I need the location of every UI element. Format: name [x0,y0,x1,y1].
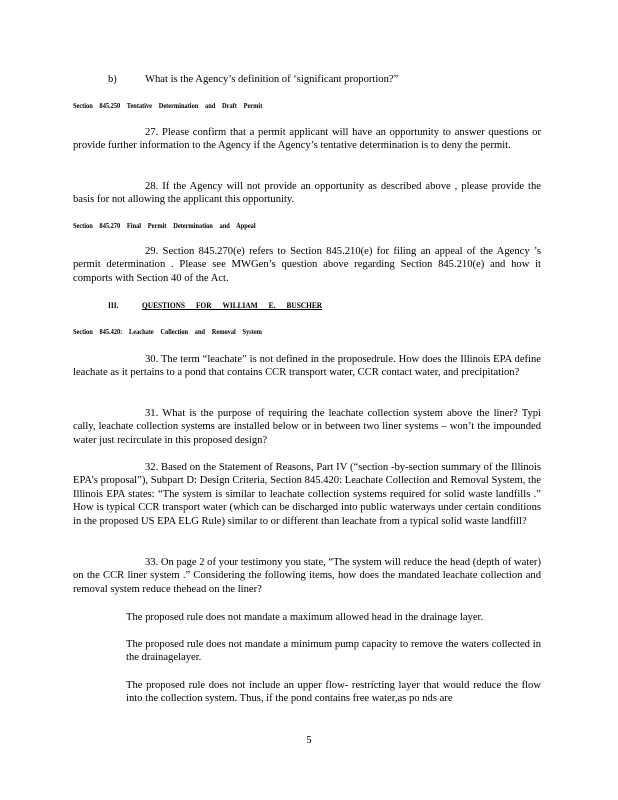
section-heading-845-270: Section 845.270 Final Permit Determination and Appeal [73,221,256,230]
bullet-text: The proposed rule does not mandate a maximum allowed head in the drainage layer. [126,612,484,623]
paragraph-31 [73,407,541,447]
bullet-text: The proposed rule does not mandate a minimum pump capacity to remove the waters collected in the drainagelayer. [126,639,541,664]
section-title: QUESTIONS FOR WILLIAM E. BUSCHER [142,301,323,310]
bullet-item [107,611,541,624]
bullet-text: The proposed rule does not include an upper flow- restricting layer that would reduce the flow into the collection system. Thus, if the pond contains free water,as po nds are [126,680,541,705]
paragraph-28 [73,180,541,207]
item-marker: b) [108,74,117,85]
paragraph-27 [73,126,541,153]
paragraph-30 [73,353,541,380]
item-text: What is the Agency’s definition of ‘significant proportion?” [145,74,399,85]
section-three-heading [108,300,322,311]
bullet-item [107,638,541,665]
paragraph-32 [73,461,541,528]
bullet-item [107,679,541,706]
section-number: III. [108,301,119,310]
paragraph-30-text: 30. The term “leachate” is not defined in the proposedrule. How does the Illinois EPA define leachate as it pertains to a pond that contains CCR transport water, CCR contact water, and precipitation? [73,354,541,379]
paragraph-28-text: 28. If the Agency will not provide an opportunity as described above , please provide the basis for not allowing the applicant this opportunity. [73,181,541,206]
paragraph-29 [73,245,541,285]
page-number: 5 [306,735,312,746]
paragraph-33 [73,556,541,596]
paragraph-32-text: 32. Based on the Statement of Reasons, Part IV (“section -by-section summary of the Illinois EPA’s proposal”), Subpart D: Design Criteria, Section 845.420: Leachate Collection and Removal System, the Illinois EPA states: “The system is similar to leachate collection systems required for solid waste landfills .” How is typical CCR transport water (which can be discharged into public waterways under certain conditions in the proposed US EPA ELG Rule) similar to or different than leachate from a typical solid waste landfill? [73,462,541,527]
section-heading-845-420: Section 845.420: Leachate Collection and Removal System [73,327,262,336]
paragraph-27-text: 27. Please confirm that a permit applicant will have an opportunity to answer questions or provide further information to the Agency if the Agency’s tentative determination is to deny the permit. [73,127,541,152]
paragraph-31-text: 31. What is the purpose of requiring the leachate collection system above the liner? Typi cally, leachate collection systems are installed below or in between two liner systems – won’t the impounded water just recirculate in this proposed design? [73,408,541,446]
paragraph-29-text: 29. Section 845.270(e) refers to Section 845.210(e) for filing an appeal of the Agency ’s permit determination . Please see MWGen’s question above regarding Section 845.210(e) and how it comports with Section 40 of the Act. [73,246,541,284]
section-heading-845-250: Section 845.250 Tentative Determination and Draft Permit [73,101,263,110]
paragraph-33-text: 33. On page 2 of your testimony you state, “The system will reduce the head (depth of water) on the CCR liner system .” Considering the following items, how does the mandated leachate collection and removal system reduce thehead on the liner? [73,557,541,595]
